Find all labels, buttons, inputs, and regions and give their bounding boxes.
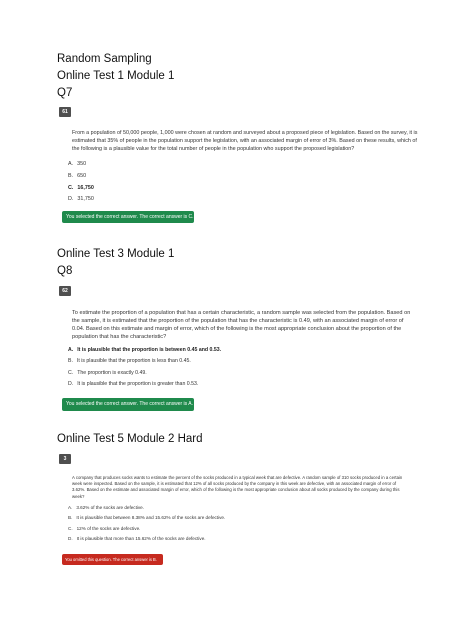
answer-options	[68, 503, 225, 545]
answer-options	[68, 159, 94, 206]
question-number-badge: 3	[59, 454, 71, 464]
result-banner-omitted: You omitted this question. The correct answer is B.	[62, 554, 163, 565]
option-a: A. 350	[68, 161, 87, 167]
option-c: C. The proportion is exactly 0.49.	[68, 369, 147, 376]
option-b: B. It is plausible that the proportion is less than 0.45.	[68, 358, 191, 365]
option-c: C. 16,750	[68, 184, 94, 191]
option-d: D. It is plausible that more than 15.62% of the socks are defective.	[68, 536, 206, 542]
question-text: To estimate the proportion of a population that has a certain characteristic, a random sample was selected from the population. Based on the sample, it is estimated that the proportion of the population that has the characteristic is 0.49, with an associated margin of error of 0.04. Based on this estimate and margin of error, which of the following is the most appropriate conclusion about the proportion of the population that has the characteristic?	[72, 310, 411, 341]
section-title-test3: Online Test 3 Module 1	[57, 248, 175, 260]
question-text: From a population of 50,000 people, 1,000 were chosen at random and surveyed about a proposed piece of legislation. Based on the survey, it is estimated that 35% of people in the population support the legislation, with an associated margin of error of 3%. Based on these results, which of the following is a plausible value for the total number of people in the population who support the proposed legislation?	[72, 130, 418, 152]
section-title-test1: Online Test 1 Module 1	[57, 70, 175, 82]
result-banner-correct: You selected the correct answer. The correct answer is C.	[62, 211, 194, 223]
answer-options	[68, 345, 221, 390]
section-title-test5: Online Test 5 Module 2 Hard	[57, 433, 203, 445]
question-label-q7: Q7	[57, 87, 73, 99]
option-b: B. It is plausible that between 8.38% and 15.62% of the socks are defective.	[68, 515, 226, 521]
question-text: A company that produces socks wants to estimate the percent of the socks produced in a typical week that are defective. A random sample of 310 socks produced in a certain week were inspected. Based on the sample, it is estimated that 12% of all socks produced by the company in this week are defective, with an associated margin of error of 3.62%. Based on the estimate and associated margin of error, which of the following is the most appropriate conclusion about all socks produced by the company during this week?	[72, 475, 403, 499]
option-d: D. 31,750	[68, 196, 94, 203]
option-a: A. It is plausible that the proportion is between 0.45 and 0.53.	[68, 347, 222, 353]
page-title: Random Sampling	[57, 53, 152, 65]
question-label-q8: Q8	[57, 265, 73, 277]
question-number-badge: 61	[59, 107, 71, 117]
option-d: D. It is plausible that the proportion is greater than 0.53.	[68, 380, 199, 387]
option-a: A. 3.62% of the socks are defective.	[68, 505, 145, 510]
question-number-badge: 62	[59, 286, 71, 296]
option-b: B. 650	[68, 172, 87, 179]
result-banner-correct: You selected the correct answer. The correct answer is A.	[62, 398, 194, 411]
option-c: C. 12% of the socks are defective.	[68, 525, 141, 531]
